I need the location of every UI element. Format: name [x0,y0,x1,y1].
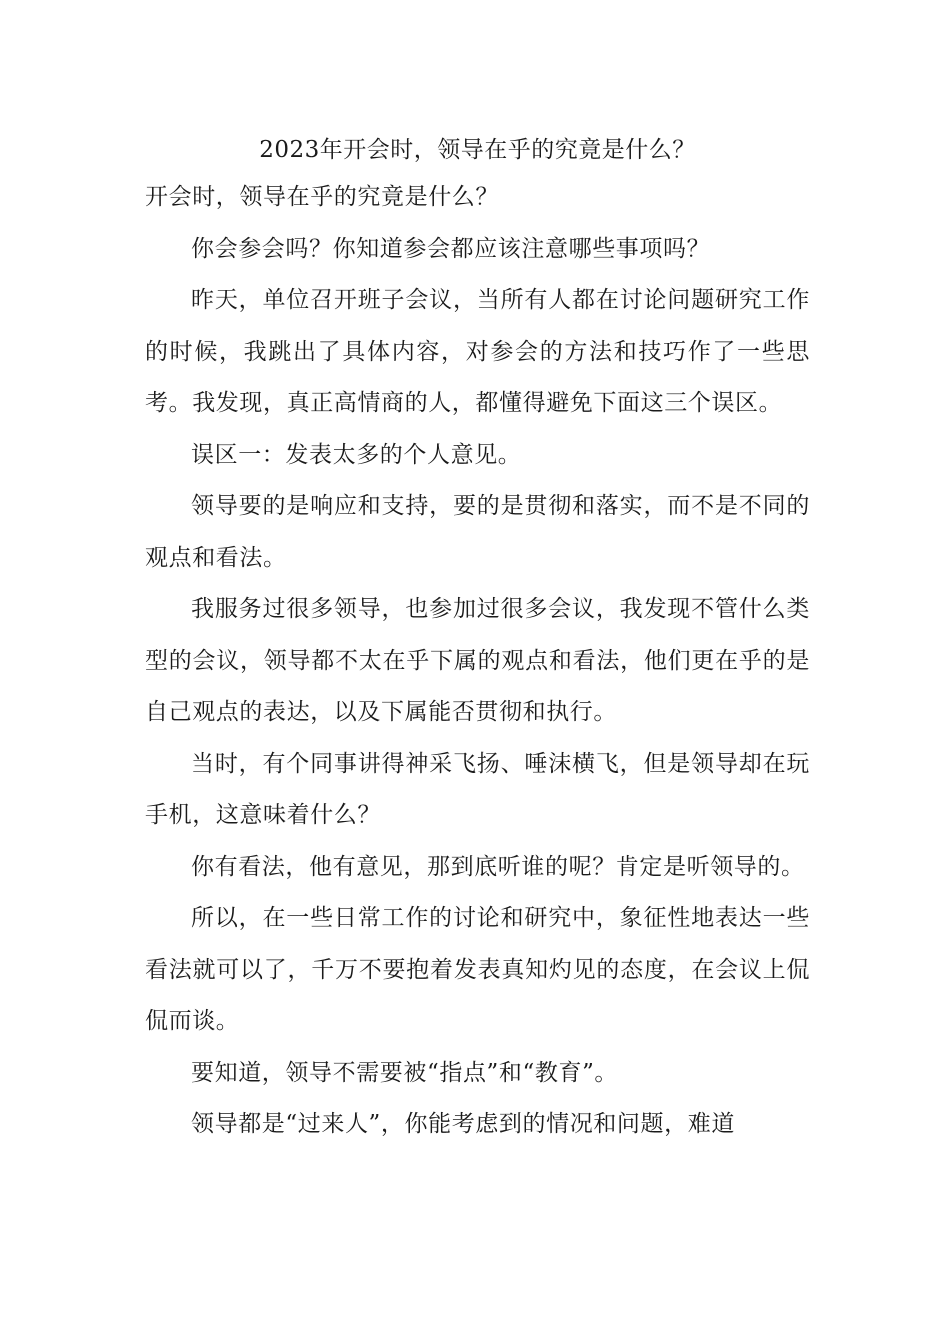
document-page [145,128,810,1151]
document-title: 2023年开会时，领导在乎的究竟是什么？ [259,137,696,163]
paragraph: 领导要的是响应和支持，要的是贯彻和落实，而不是不同的观点和看法。 [145,493,810,571]
paragraph: 所以，在一些日常工作的讨论和研究中，象征性地表达一些看法就可以了，千万不要抱着发表真知灼见的态度，在会议上侃侃而谈。 [145,905,810,1034]
paragraph: 我服务过很多领导，也参加过很多会议，我发现不管什么类型的会议，领导都不太在乎下属的观点和看法，他们更在乎的是自己观点的表达，以及下属能否贯彻和执行。 [145,596,810,725]
section-heading-mistake-one: 误区一：发表太多的个人意见。 [191,441,522,468]
paragraph: 领导都是“过来人”，你能考虑到的情况和问题，难道 [191,1111,735,1137]
paragraph: 当时，有个同事讲得神采飞扬、唾沫横飞，但是领导却在玩手机，这意味着什么？ [145,750,810,828]
paragraph: 你有看法，他有意见，那到底听谁的呢？肯定是听领导的。 [191,853,805,880]
paragraph: 你会参会吗？你知道参会都应该注意哪些事项吗？ [191,235,711,262]
paragraph: 昨天，单位召开班子会议，当所有人都在讨论问题研究工作的时候，我跳出了具体内容，对参会的方法和技巧作了一些思考。我发现，真正高情商的人，都懂得避免下面这三个误区。 [145,287,810,416]
paragraph: 要知道，领导不需要被“指点”和“教育”。 [191,1059,619,1086]
paragraph-intro: 开会时，领导在乎的究竟是什么？ [145,184,499,210]
